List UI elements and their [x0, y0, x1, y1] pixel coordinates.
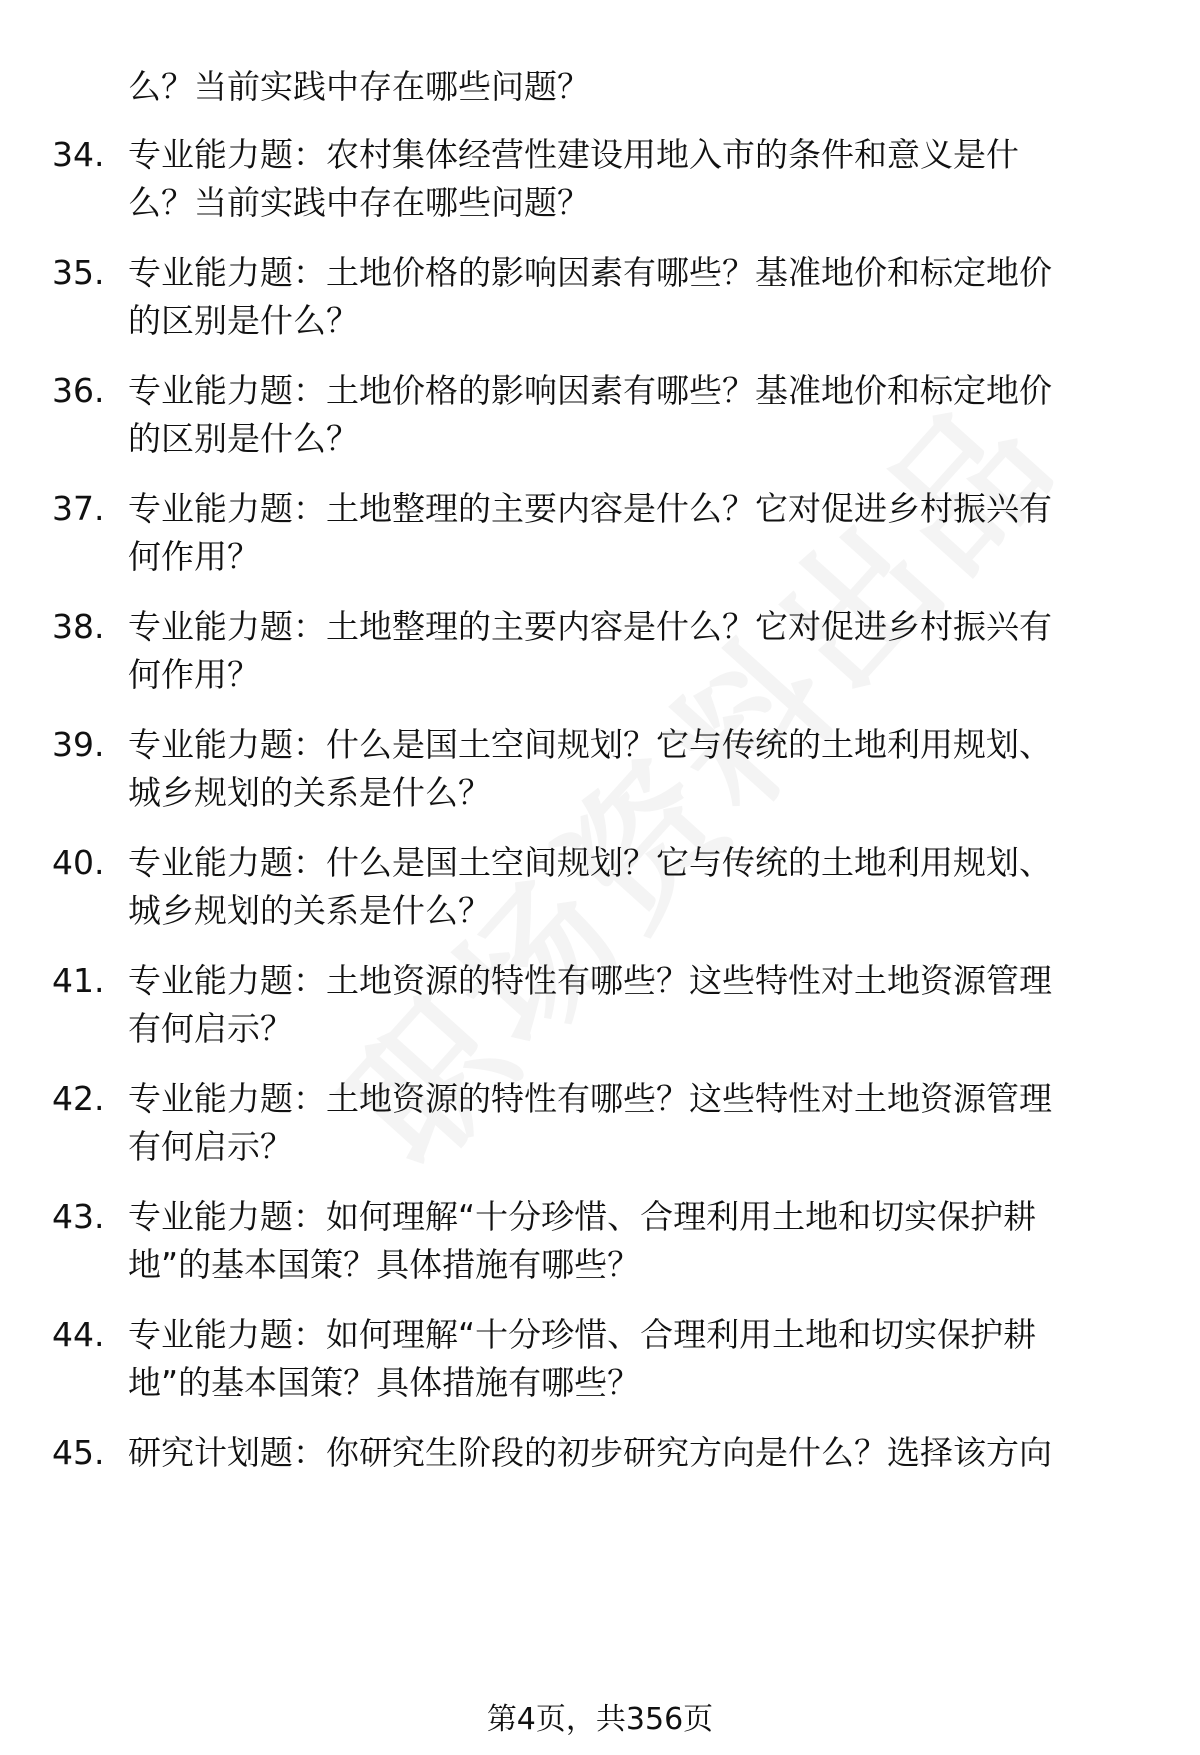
question-item	[0, 956, 1200, 1066]
question-item	[0, 1074, 1200, 1184]
question-item	[0, 602, 1200, 712]
question-number: 43.	[52, 1197, 105, 1236]
page-footer: 第4页，共356页	[486, 1702, 714, 1737]
question-number: 37.	[52, 489, 105, 528]
question-text-line1: 专业能力题：土地整理的主要内容是什么？它对促进乡村振兴有	[128, 489, 1052, 528]
question-item	[0, 484, 1200, 594]
question-item	[0, 366, 1200, 476]
question-text-line2: 的区别是什么？	[128, 301, 359, 340]
question-text-line1: 专业能力题：农村集体经营性建设用地入市的条件和意义是什	[128, 135, 1019, 174]
question-text-line2: 城乡规划的关系是什么？	[128, 891, 491, 930]
question-text-line2: 地”的基本国策？具体措施有哪些？	[128, 1363, 641, 1402]
question-number: 34.	[52, 135, 105, 174]
question-text-line1: 专业能力题：如何理解“十分珍惜、合理利用土地和切实保护耕	[128, 1315, 1037, 1354]
question-number: 40.	[52, 843, 105, 882]
question-text-line1: 专业能力题：土地价格的影响因素有哪些？基准地价和标定地价	[128, 371, 1052, 410]
question-item	[0, 720, 1200, 830]
question-text-line1: 专业能力题：如何理解“十分珍惜、合理利用土地和切实保护耕	[128, 1197, 1037, 1236]
question-item	[0, 1192, 1200, 1302]
question-text-line2: 有何启示？	[128, 1127, 293, 1166]
question-text-line2: 何作用？	[128, 655, 260, 694]
question-item	[0, 248, 1200, 358]
question-text-line2: 城乡规划的关系是什么？	[128, 773, 491, 812]
question-text-line1: 专业能力题：土地资源的特性有哪些？这些特性对土地资源管理	[128, 961, 1052, 1000]
question-number: 41.	[52, 961, 105, 1000]
question-text-line1: 专业能力题：土地价格的影响因素有哪些？基准地价和标定地价	[128, 253, 1052, 292]
question-text-line1: 专业能力题：土地资源的特性有哪些？这些特性对土地资源管理	[128, 1079, 1052, 1118]
question-text-line1: 专业能力题：什么是国土空间规划？它与传统的土地利用规划、	[128, 843, 1052, 882]
question-number: 38.	[52, 607, 105, 646]
question-text-line2: 何作用？	[128, 537, 260, 576]
question-number: 45.	[52, 1433, 105, 1472]
question-number: 36.	[52, 371, 105, 410]
question-text-line2: 地”的基本国策？具体措施有哪些？	[128, 1245, 641, 1284]
question-number: 42.	[52, 1079, 105, 1118]
question-item	[0, 838, 1200, 948]
continuation-line: 么？当前实践中存在哪些问题？	[128, 67, 590, 106]
question-text-line2: 有何启示？	[128, 1009, 293, 1048]
question-number: 35.	[52, 253, 105, 292]
question-text-line2: 的区别是什么？	[128, 419, 359, 458]
question-number: 44.	[52, 1315, 105, 1354]
question-text-line1: 专业能力题：什么是国土空间规划？它与传统的土地利用规划、	[128, 725, 1052, 764]
question-text-line1: 研究计划题：你研究生阶段的初步研究方向是什么？选择该方向	[128, 1433, 1052, 1472]
question-item	[0, 1428, 1200, 1538]
question-item	[0, 130, 1200, 240]
question-number: 39.	[52, 725, 105, 764]
question-text-line1: 专业能力题：土地整理的主要内容是什么？它对促进乡村振兴有	[128, 607, 1052, 646]
question-item	[0, 1310, 1200, 1420]
question-text-line2: 么？当前实践中存在哪些问题？	[128, 183, 590, 222]
